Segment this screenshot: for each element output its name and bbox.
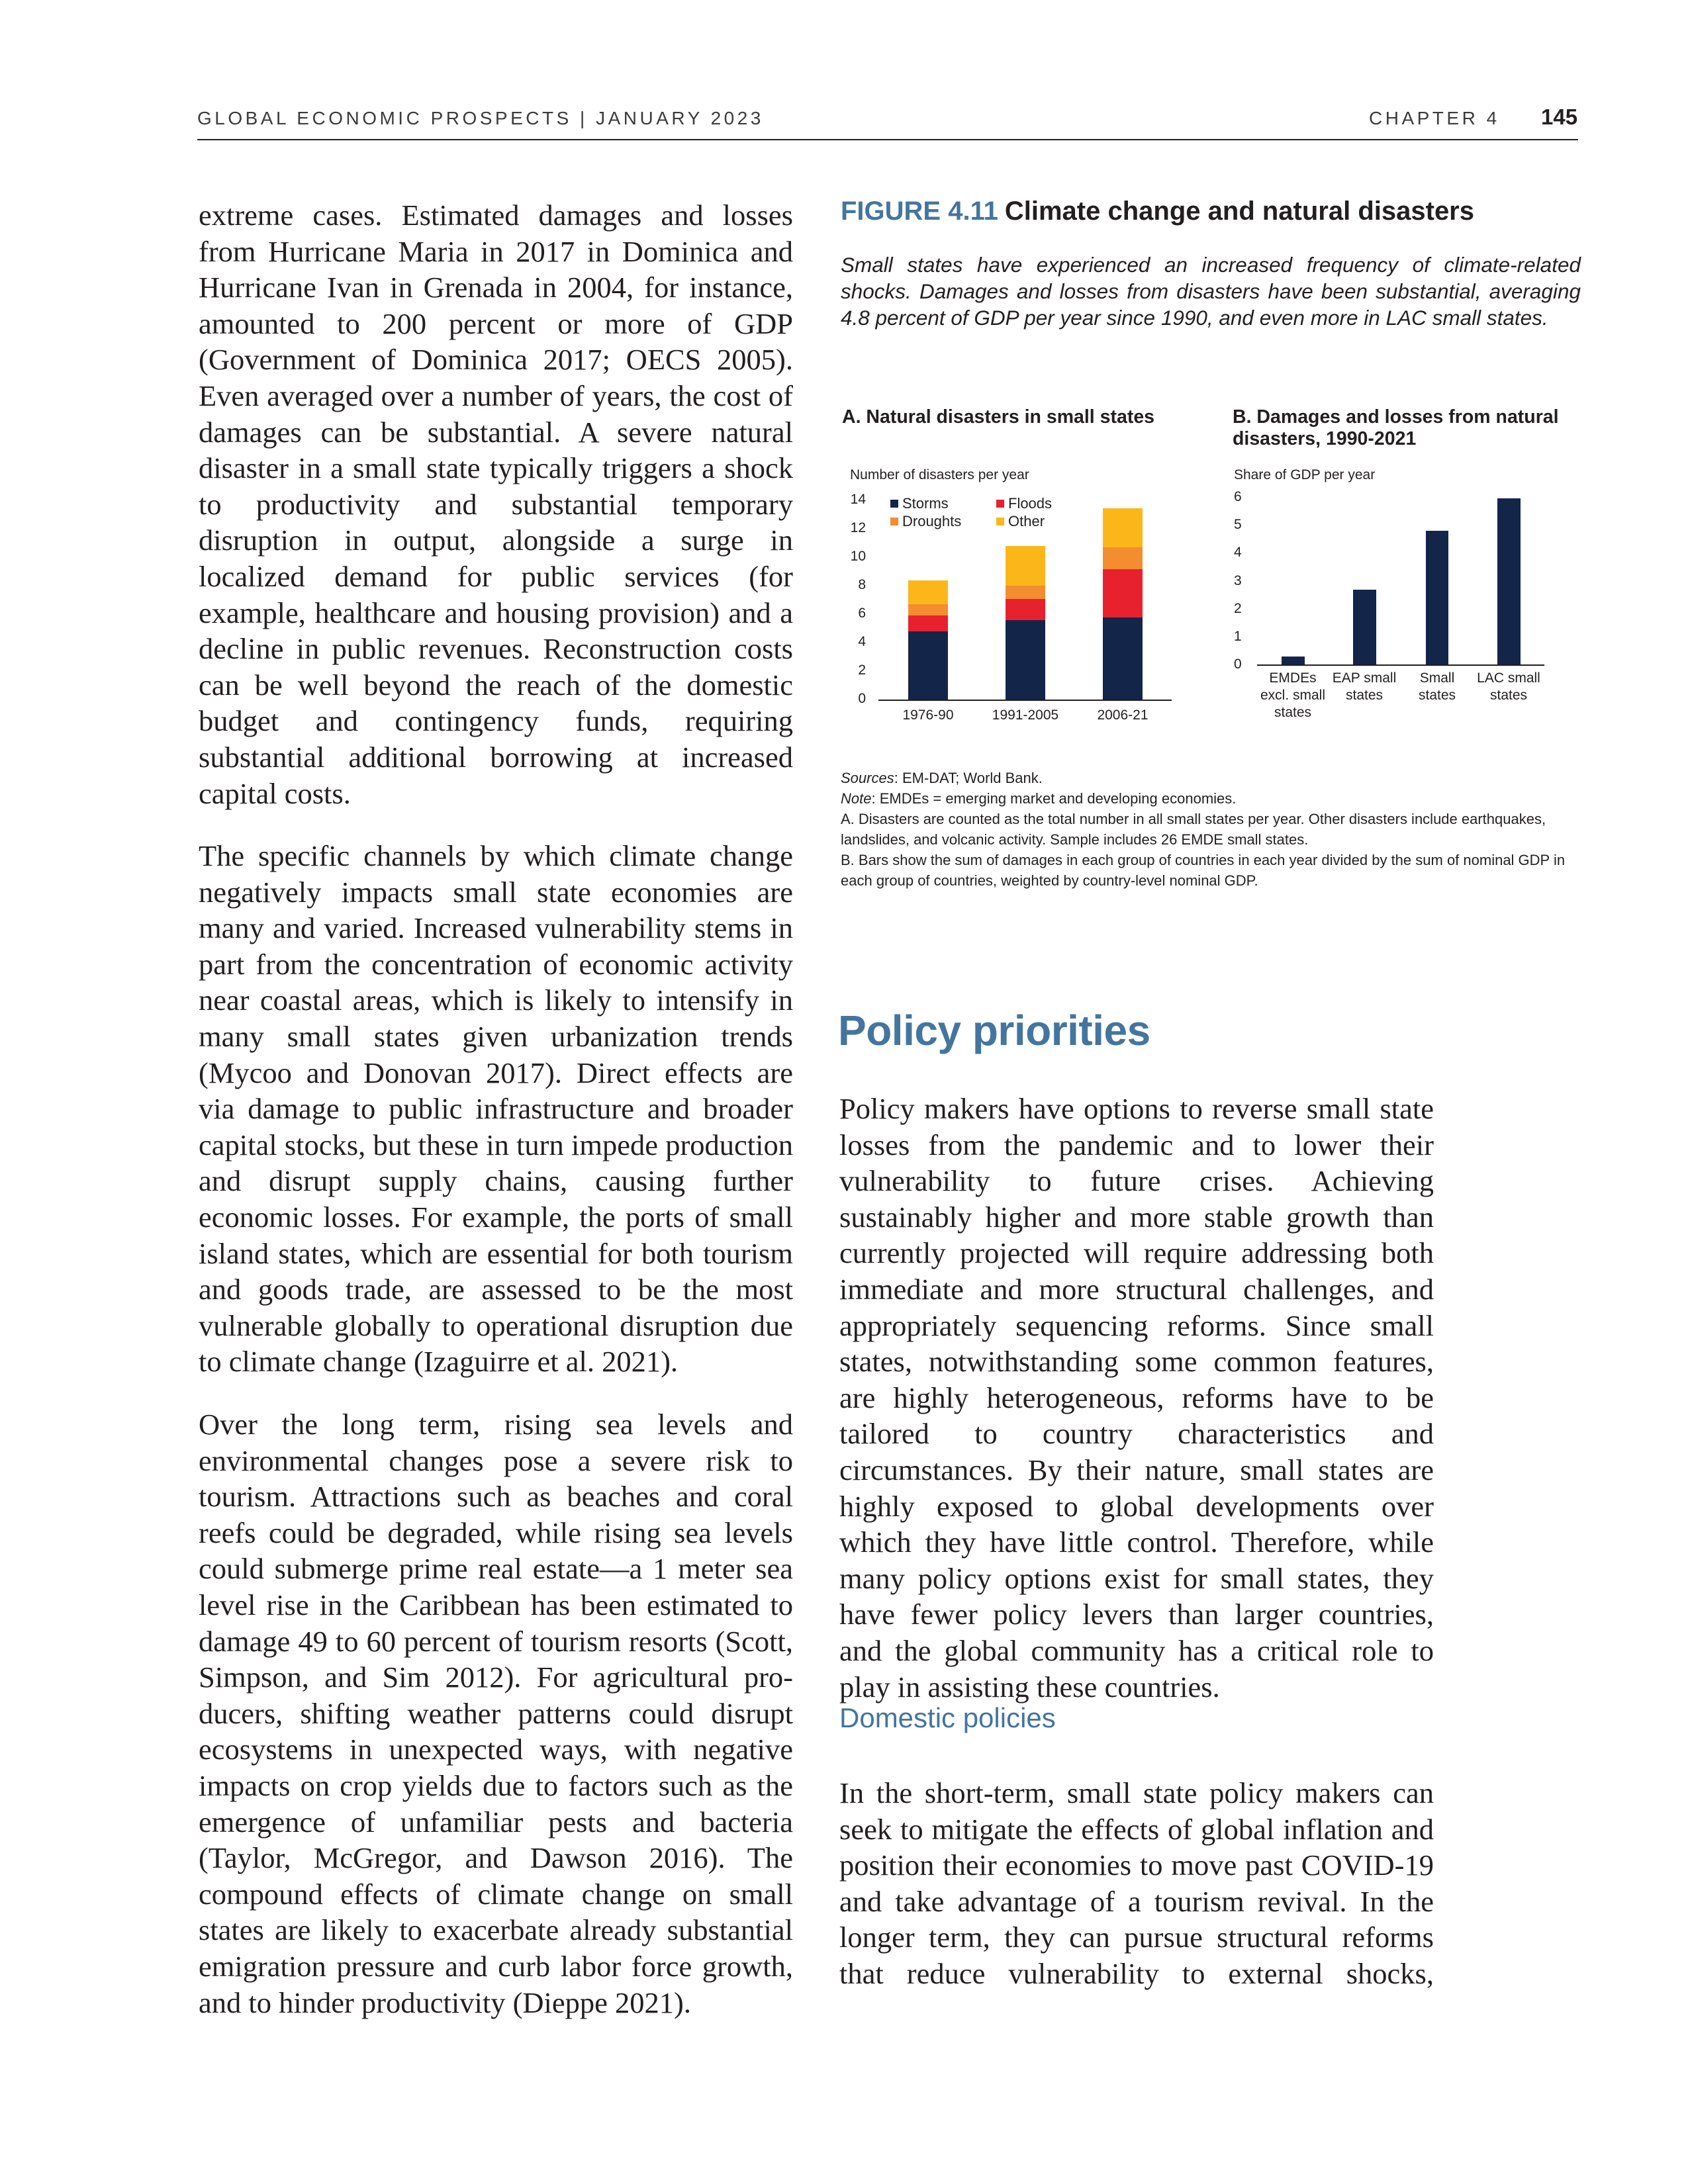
running-header-publication: GLOBAL ECONOMIC PROSPECTS | JANUARY 2023 [197,108,764,128]
y-tick: 5 [1234,517,1242,532]
section-heading: Policy priorities [838,1007,1150,1054]
note-line: Note: EMDEs = emerging market and developing economies. [841,790,1237,807]
bar-segment-floods [1006,599,1045,620]
figure-notes [841,768,1581,891]
note-a: A. Disasters are counted as the total number in all small states per year. Other disasters include earthquakes, landslides, and volcanic activity. Sample includes 26 EMDE small states. [841,811,1546,848]
x-category: 2006-21 [1097,707,1149,723]
bar-segment-other [908,580,948,604]
figure-subtitle: Small states have experienced an increased frequency of climate-related shocks. Damages and losses from disasters have been substantial, averaging 4.8 percent of GDP per year since 1990, and even more in LAC small states. [841,253,1581,330]
panel-a-y-axis-label: Number of disasters per year [850,467,1029,482]
bar-segment-floods [1103,569,1143,617]
bar-segment-floods [908,615,948,631]
y-tick: 2 [1234,601,1242,616]
y-tick: 8 [858,577,866,592]
legend-swatch-icon [996,518,1004,525]
legend-swatch-icon [890,500,898,508]
panel-b-y-axis-label: Share of GDP per year [1234,467,1376,482]
bar-segment-storms [1103,617,1143,700]
body-paragraph: extreme cases. Estimated damages and losses from Hurricane Maria in 2017 in Dominica and Hurricane Ivan in Grenada in 2004, for instance, amounted to 200 percent or more of GDP (Government of Dominica 2017; OECS 2005). Even averaged over a number of years, the cost of damages can be substantial. A severe natural disaster in a small state typically triggers a shock to productivity and substantial temporary disruption in output, alongside a surge in localized demand for public services (for example, healthcare and housing provision) and a decline in public revenues. Reconstruction costs can be well beyond the reach of the domestic budget and contingency funds, requiring substantial additional borrowing at increased capital costs. [199,199,793,810]
subsection-heading: Domestic policies [839,1702,1056,1733]
panel-b-title: B. Damages and losses from natural disasters, 1990-2021 [1233,406,1559,449]
x-category: 1976-90 [902,707,954,723]
x-category: LAC small states [1477,670,1540,703]
note-b: B. Bars show the sum of damages in each group of countries in each year divided by the sum of nominal GDP in each group of countries, weighted by country-level nominal GDP. [841,852,1566,889]
y-tick: 14 [850,492,866,507]
x-category: 1991-2005 [992,707,1059,723]
legend-droughts: Droughts [890,513,961,530]
bar-eap-small-states [1353,590,1376,665]
right-column-paragraph-1: Policy makers have options to reverse small state losses from the pandemic and to lower their vulnerability to future crises. Achieving sustainably higher and more stable growth than currently projected will require addressing both immediate and more structural challenges, and appropriately sequencing reforms. Since small states, notwithstanding some common features, are highly heterogeneous, reforms have to be tailored to country characteristics and circumstances. By their nature, small states are highly exposed to global developments over which they have little control. Therefore, while many policy options exist for small states, they have fewer policy levers than larger countries, and the global community has a critical role to play in assisting these countries. [839,1092,1434,1704]
bar-segment-storms [908,631,948,700]
y-tick: 12 [850,520,866,535]
figure-title-text: Climate change and natural disasters [1004,197,1474,226]
panel-a-x-axis [878,700,1172,701]
y-tick: 10 [850,549,866,564]
y-tick: 3 [1234,573,1242,588]
bar-segment-droughts [908,604,948,615]
legend-swatch-icon [996,500,1004,508]
y-tick: 0 [858,691,866,706]
y-tick: 0 [1234,657,1242,672]
bar-segment-other [1006,546,1045,586]
running-header-chapter: CHAPTER 4 [1369,108,1500,128]
bar-segment-droughts [1103,547,1143,569]
legend-other: Other [996,513,1045,530]
body-paragraph: The specific channels by which climate change negatively impacts small state economies are many and varied. Increased vulnerability stems in part from the concentration of economic activity near coastal areas, which is likely to intensify in many small states given urbanization trends (Mycoo and Donovan 2017). Direct effects are via damage to public infrastructure and broader capital stocks, but these in turn impede production and disrupt supply chains, causing further economic losses. For example, the ports of small island states, which are essential for both tourism and goods trade, are assessed to be the most vulnerable globally to operational disruption due to climate change (Izaguirre et al. 2021). [199,839,793,1379]
y-tick: 6 [1234,489,1242,504]
bar-lac-small-states [1497,498,1521,665]
bar-segment-droughts [1006,586,1045,599]
legend-storms: Storms [890,495,949,512]
x-category: EMDEs excl. small states [1260,670,1326,720]
right-column-paragraph-2: In the short-term, small state policy makers can seek to mitigate the effects of global inflation and position their economies to move past COVID-19 and take advantage of a tourism revival. In the longer term, they can pursue structural reforms that reduce vulnerability to external shocks, [839,1776,1434,1990]
panel-a-title: A. Natural disasters in small states [842,406,1155,428]
x-category: EAP small states [1332,670,1397,703]
figure-number: FIGURE 4.11 [841,197,998,226]
bar-segment-other [1103,508,1143,547]
panel-b-x-axis [1257,664,1544,666]
left-column [199,197,793,2021]
y-tick: 4 [1234,545,1242,560]
y-tick: 6 [858,606,866,621]
legend-floods: Floods [996,495,1052,512]
header-rule [197,139,1578,140]
figure-title [841,197,1474,226]
y-tick: 4 [858,634,866,649]
x-category: Small states [1418,670,1456,703]
bar-segment-storms [1006,620,1045,700]
sources-line: Sources: EM-DAT; World Bank. [841,770,1043,786]
bar-small-states [1426,531,1448,665]
y-tick: 2 [858,662,866,678]
legend-swatch-icon [890,518,898,525]
y-tick: 1 [1234,629,1242,644]
body-paragraph: Over the long term, rising sea levels and environmental changes pose a severe risk to tourism. Attractions such as beaches and coral reefs could be degraded, while rising sea levels could submerge prime real estate—a 1 meter sea level rise in the Caribbean has been estimated to damage 49 to 60 percent of tourism resorts (Scott, Simpson, and Sim 2012). For agricultural producers, shifting weather patterns could disrupt ecosystems in unexpected ways, with negative impacts on crop yields due to factors such as the emergence of unfamiliar pests and bacteria (Taylor, McGregor, and Dawson 2016). The compound effects of climate change on small states are likely to exacerbate already substantial emigration pressure and curb labor force growth, and to hinder productivity (Dieppe 2021). [199,1408,793,2019]
page-number: 145 [1541,105,1578,129]
